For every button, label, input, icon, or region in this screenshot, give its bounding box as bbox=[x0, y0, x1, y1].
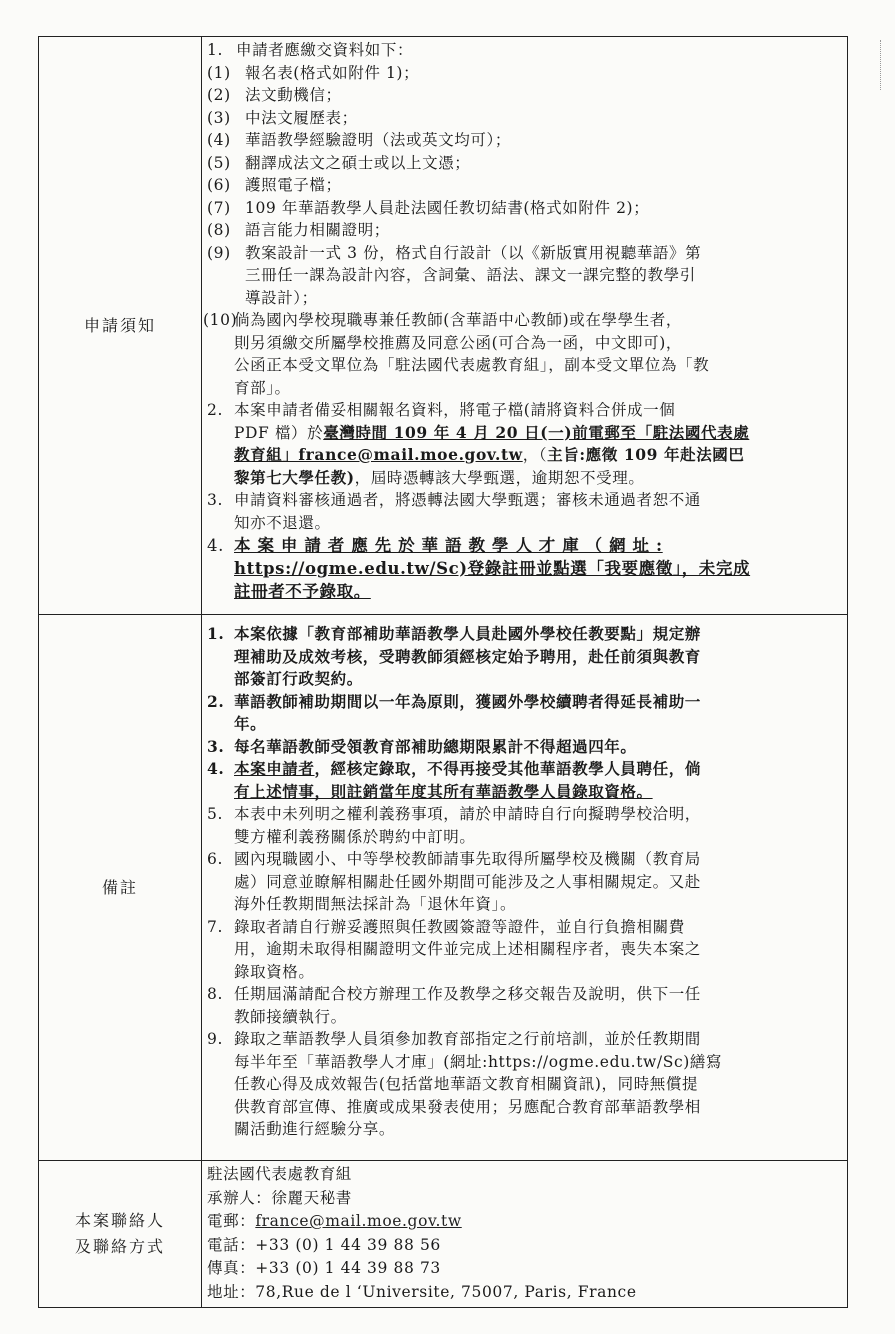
list-item: (6) 護照電子檔； bbox=[207, 176, 342, 194]
list-item: 2. 本案申請者備妥相關報名資料，將電子檔(請將資料合併成一個 PDF 檔）於臺灣時間 109 年 4 月 20 日(一)前電郵至「駐法國代表處 教育組」france@mail.moe.gov.tw，（主旨:應徵 109 年赴法國巴 黎第七大學任教)，屆時憑轉該大學甄選，逾期恕不受理。 bbox=[207, 401, 750, 487]
list-item: 2. 華語教師補助期間以一年為原則，獲國外學校續聘者得延長補助一 年。 bbox=[207, 691, 701, 733]
list-item: (7) 109 年華語教學人員赴法國任教切結書(格式如附件 2)； bbox=[207, 198, 650, 217]
list-item: (9) 教案設計一式 3 份，格式自行設計（以《新版實用視聽華語》第 三冊任一課為設計內容，含詞彙、語法、課文一課完整的教學引 導設計）； bbox=[207, 243, 702, 307]
list-item: 3. 每名華語教師受領教育部補助總期限累計不得超過四年。 bbox=[207, 736, 637, 756]
row-remarks bbox=[39, 615, 848, 1161]
list-item: 9. 錄取之華語教學人員須參加教育部指定之行前培訓，並於任教期間 每半年至「華語教學人才庫」(網址:https://ogme.edu.tw/Sc)繕寫 任教心得及成效報告(包括當地華語文教育相關資訊)，同時無償提 供教育部宣傳、推廣或成果發表使用；另應配合教育部華語教學相 關活動進行經驗分享。 bbox=[207, 1030, 723, 1138]
application-notes-content bbox=[202, 37, 848, 615]
row-contact bbox=[39, 1161, 848, 1308]
contact-org: 駐法國代表處教育組 bbox=[207, 1165, 352, 1183]
list-item: 6. 國內現職國小、中等學校教師請事先取得所屬學校及機關（教育局 處）同意並瞭解相關赴任國外期間可能涉及之人事相關規定。又赴 海外任教期間無法採計為「退休年資」。 bbox=[207, 850, 701, 913]
list-item: 8. 任期屆滿請配合校方辦理工作及教學之移交報告及說明，供下一任 教師接續執行。 bbox=[207, 985, 701, 1026]
label-remarks: 備註 bbox=[39, 615, 202, 1161]
list-item: (1) 報名表(格式如附件 1)； bbox=[207, 63, 420, 82]
contact-handler: 承辦人：徐麗天秘書 bbox=[207, 1188, 352, 1207]
label-contact: 本案聯絡人 及聯絡方式 bbox=[39, 1161, 202, 1308]
list-item: 1. 本案依據「教育部補助華語教學人員赴國外學校任教要點」規定辦 理補助及成效考核，受聘教師須經核定始予聘用，赴任前須與教育 部簽訂行政契約。 bbox=[207, 624, 701, 688]
list-item: (3) 中法文履歷表； bbox=[207, 108, 358, 127]
list-item: 3. 申請資料審核通過者，將憑轉法國大學甄選；審核未通過者恕不通 知亦不退還。 bbox=[207, 491, 701, 532]
list-item: (2) 法文動機信； bbox=[207, 86, 342, 104]
list-item: (4) 華語教學經驗證明（法或英文均可）； bbox=[207, 131, 511, 149]
list-item: (8) 語言能力相關證明； bbox=[207, 221, 390, 239]
contact-address: 地址：78,Rue de l ‘Universite, 75007, Paris, France bbox=[207, 1282, 637, 1301]
scan-edge-mark bbox=[880, 40, 891, 90]
contact-email: 電郵：france@mail.moe.gov.tw bbox=[207, 1212, 462, 1230]
contact-fax: 傳真：+33 (0) 1 44 39 88 73 bbox=[207, 1259, 441, 1277]
remarks-content bbox=[202, 615, 848, 1161]
list-item: 5. 本表中未列明之權利義務事項，請於申請時自行向擬聘學校洽明， 雙方權利義務關係於聘約中訂明。 bbox=[207, 805, 701, 846]
list-item: 4. 本 案 申 請 者 應 先 於 華 語 教 學 人 才 庫 （ 網 址 : https://ogme.edu.tw/Sc)登錄註冊並點選「我要應徵」，未完成 註冊者不予錄取。 bbox=[207, 536, 751, 601]
list-item: (5) 翻譯成法文之碩士或以上文憑； bbox=[207, 153, 471, 172]
list-item: 1. 申請者應繳交資料如下： bbox=[207, 41, 414, 59]
label-application-notes: 申請須知 bbox=[39, 37, 202, 615]
email-link[interactable]: france@mail.moe.gov.tw bbox=[255, 1212, 462, 1230]
list-item: 7. 錄取者請自行辦妥護照與任教國簽證等證件，並自行負擔相關費 用，逾期未取得相關證明文件並完成上述相關程序者，喪失本案之 錄取資格。 bbox=[207, 917, 701, 981]
row-application-notes bbox=[39, 37, 848, 615]
list-item: 4. 本案申請者，經核定錄取，不得再接受其他華語教學人員聘任，倘 有上述情事，則註銷當年度其所有華語教學人員錄取資格。 bbox=[207, 759, 701, 801]
announcement-table bbox=[38, 36, 848, 1308]
contact-phone: 電話：+33 (0) 1 44 39 88 56 bbox=[207, 1235, 441, 1254]
list-item: (10) 倘為國內學校現職專兼任教師(含華語中心教師)或在學學生者， 則另須繳交所屬學校推薦及同意公函(可合為一函，中文即可)， 公函正本受文單位為「駐法國代表處教育組」，副本受文單位為「教 育部」。 bbox=[203, 311, 710, 397]
contact-content bbox=[202, 1161, 848, 1308]
